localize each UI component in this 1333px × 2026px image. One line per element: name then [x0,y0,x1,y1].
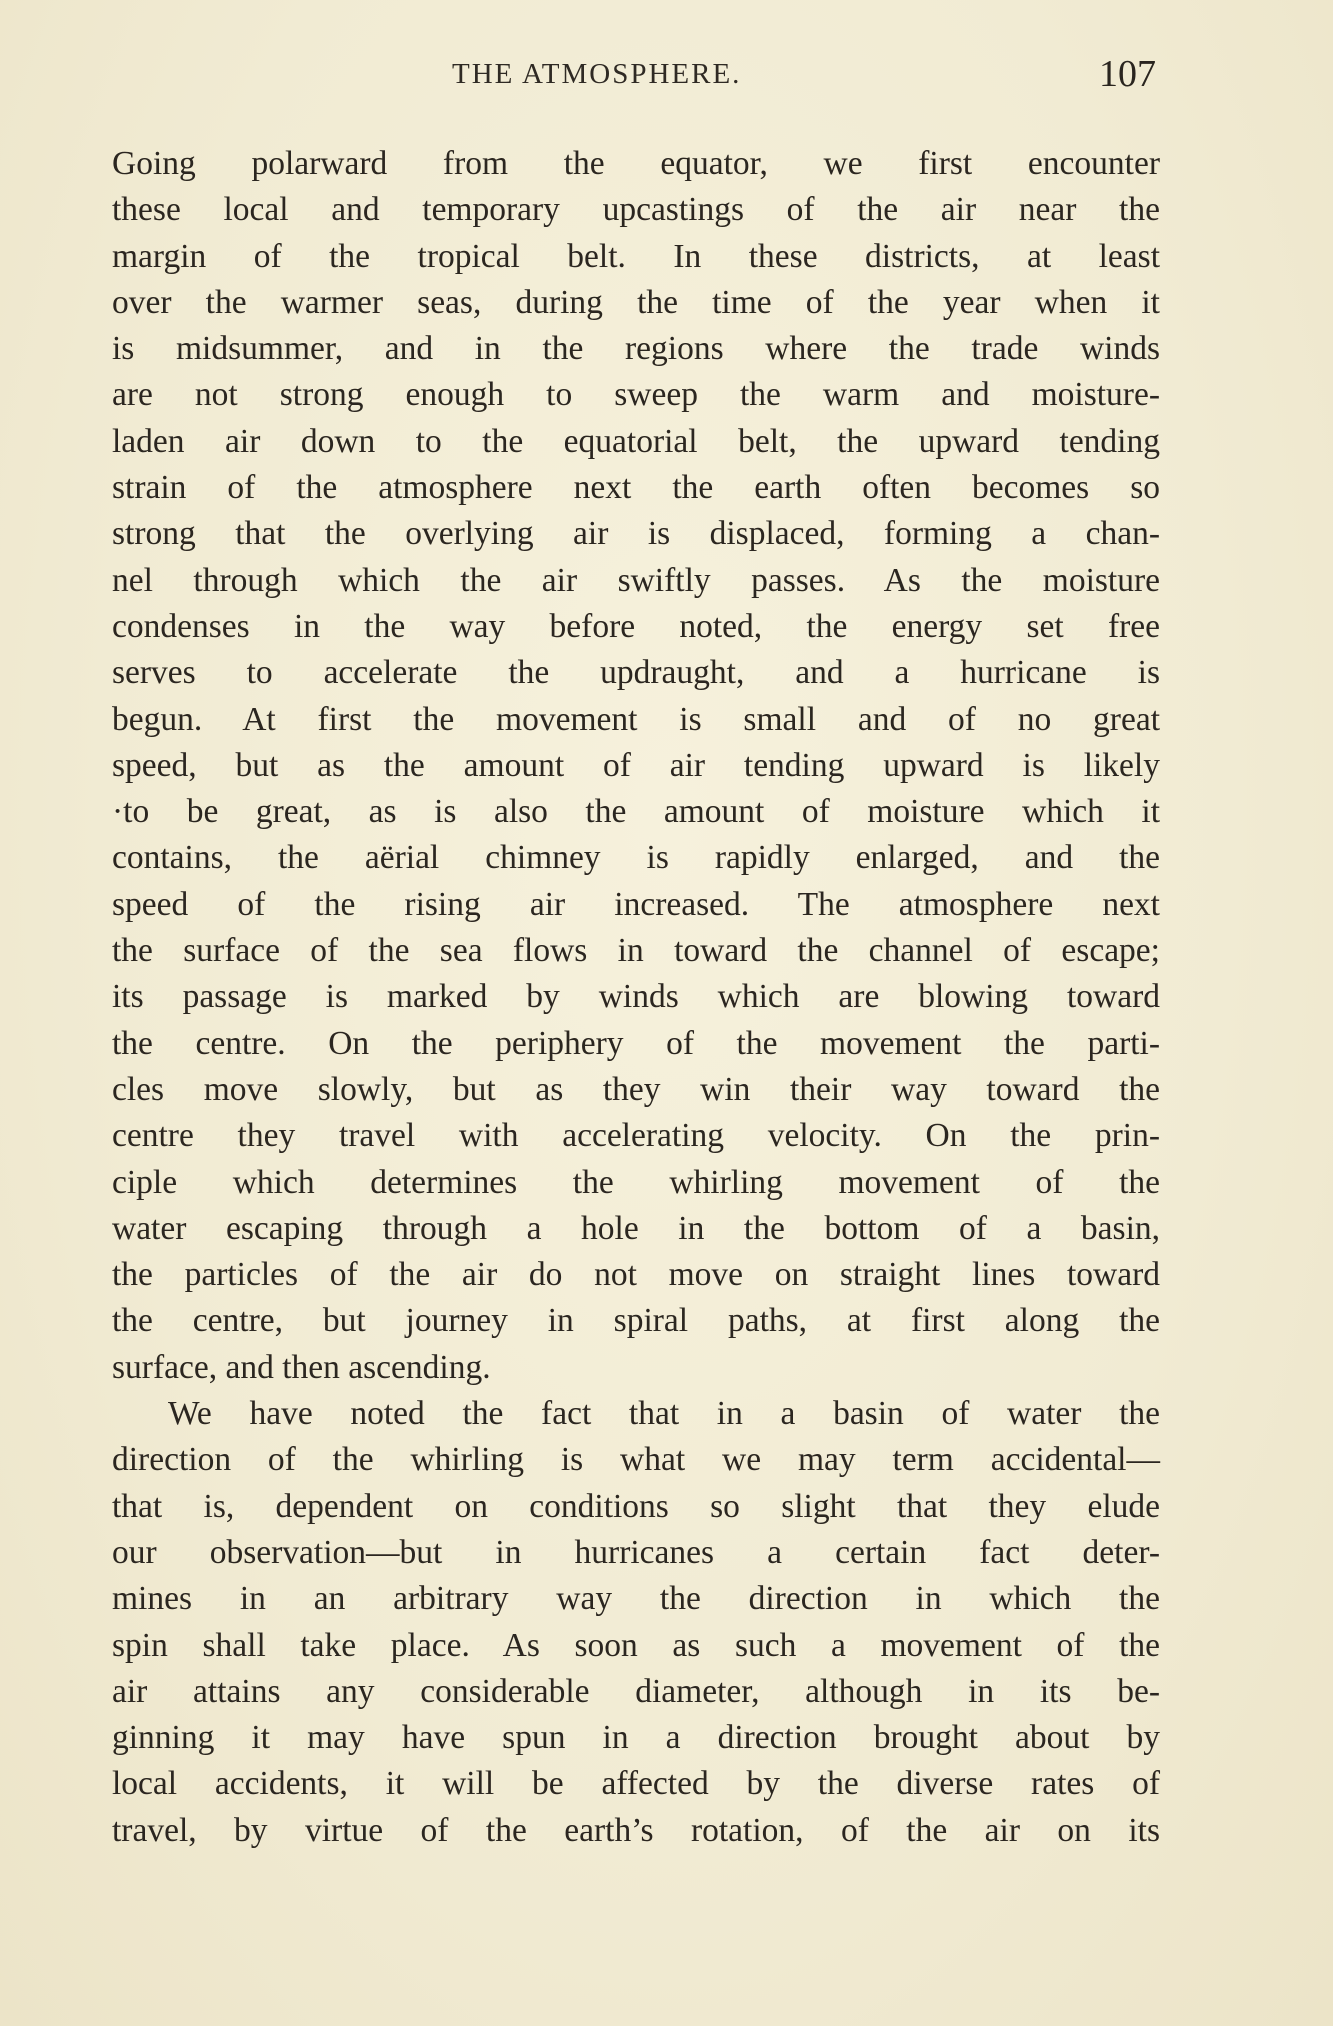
paragraph-end-line: surface, and then ascending. [112,1348,491,1386]
running-head: THE ATMOSPHERE. [452,58,742,90]
text-line: Going polarward from the equator, we first encounter [112,145,1160,182]
text-line: centre they travel with accelerating velocity. On the prin- [112,1117,1160,1155]
text-line: travel, by virtue of the earth’s rotation, of the air on its [112,1811,1160,1849]
text-line: strain of the atmosphere next the earth often becomes so [112,469,1160,507]
text-line: spin shall take place. As soon as such a movement of the [112,1626,1160,1664]
text-line: are not strong enough to sweep the warm and moisture- [112,376,1160,414]
text-line: margin of the tropical belt. In these districts, at least [112,237,1160,275]
text-line: ciple which determines the whirling movement of the [112,1163,1160,1201]
text-line: begun. At first the movement is small and of no great [112,700,1160,738]
text-line: direction of the whirling is what we may term accidental— [112,1441,1160,1479]
text-line: over the warmer seas, during the time of the year when it [112,283,1160,321]
text-line: the surface of the sea flows in toward the channel of escape; [112,932,1160,970]
text-line: the centre, but journey in spiral paths, at first along the [112,1302,1160,1340]
text-line: these local and temporary upcastings of the air near the [112,191,1160,229]
text-line: water escaping through a hole in the bottom of a basin, [112,1209,1160,1247]
text-line: its passage is marked by winds which are blowing toward [112,978,1160,1016]
text-line: laden air down to the equatorial belt, the upward tending [112,422,1160,460]
text-line: speed, but as the amount of air tending upward is likely [112,746,1160,784]
text-line: condenses in the way before noted, the energy set free [112,607,1160,645]
text-line: local accidents, it will be affected by the diverse rates of [112,1765,1160,1803]
text-line: the particles of the air do not move on straight lines toward [112,1256,1160,1294]
page-number: 107 [1099,53,1156,95]
text-line: speed of the rising air increased. The atmosphere next [112,885,1160,923]
text-line: nel through which the air swiftly passes. As the moisture [112,561,1160,599]
body-text [112,141,1160,1854]
text-line: ·to be great, as is also the amount of moisture which it [112,793,1160,831]
text-line: serves to accelerate the updraught, and a hurricane is [112,654,1160,692]
text-line: strong that the overlying air is displaced, forming a chan- [112,515,1160,553]
paragraph-start-line: We have noted the fact that in a basin of water the [168,1395,1160,1433]
text-line: our observation—but in hurricanes a certain fact deter- [112,1533,1160,1571]
text-line: air attains any considerable diameter, although in its be- [112,1672,1160,1710]
text-line: cles move slowly, but as they win their way toward the [112,1070,1160,1108]
text-line: mines in an arbitrary way the direction in which the [112,1580,1160,1618]
page-header [0,52,1333,102]
text-line: that is, dependent on conditions so slight that they elude [112,1487,1160,1525]
text-line: is midsummer, and in the regions where the trade winds [112,330,1160,368]
text-line: contains, the aërial chimney is rapidly enlarged, and the [112,839,1160,877]
text-line: the centre. On the periphery of the movement the parti- [112,1024,1160,1062]
text-line: ginning it may have spun in a direction brought about by [112,1719,1160,1757]
